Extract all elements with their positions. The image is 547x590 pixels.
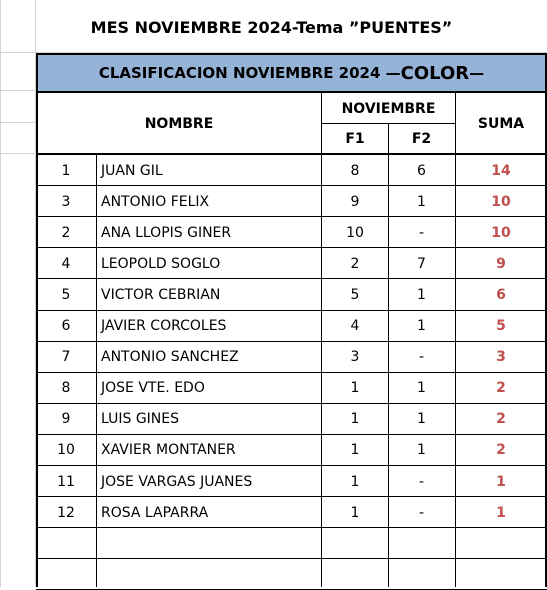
cell-f2: -	[418, 224, 425, 241]
cell-f1: 9	[350, 193, 360, 210]
cell-f2: 1	[417, 411, 426, 428]
cell-position: 12	[57, 504, 75, 521]
column-border	[321, 155, 322, 587]
cell-f1	[322, 528, 388, 559]
cell-suma: 1	[496, 473, 506, 490]
cell-suma: 6	[496, 286, 506, 303]
cell-name: XAVIER MONTANER	[101, 442, 236, 459]
cell-position: 10	[57, 442, 75, 459]
cell-name: JAVIER CORCOLES	[101, 318, 227, 335]
cell-position: 2	[61, 224, 71, 241]
border	[36, 93, 38, 154]
cell-suma: 14	[491, 162, 511, 179]
cell-name: VICTOR CEBRIAN	[101, 286, 221, 303]
cell-f1: 1	[350, 411, 360, 428]
header-suma: SUMA	[477, 115, 525, 132]
gutter-gridline	[0, 153, 36, 154]
cell-position	[36, 528, 96, 559]
cell-suma: 3	[496, 349, 506, 366]
cell-f2: 7	[417, 255, 426, 272]
cell-suma: 2	[496, 380, 506, 397]
cell-f1: 3	[350, 349, 360, 366]
cell-f1: 8	[350, 162, 360, 179]
banner-suffix: —	[469, 64, 485, 82]
banner-title	[38, 55, 545, 91]
border	[388, 124, 389, 154]
cell-position: 7	[61, 349, 71, 366]
banner-prefix: CLASIFICACION NOVIEMBRE 2024 —	[98, 64, 401, 82]
cell-position: 9	[61, 411, 71, 428]
month-title: MES NOVIEMBRE 2024-Tema ”PUENTES”	[90, 17, 453, 37]
cell-f1: 1	[350, 380, 360, 397]
cell-f1: 1	[350, 504, 360, 521]
column-border	[96, 155, 97, 587]
cell-f2: 1	[417, 380, 426, 397]
cell-suma: 2	[496, 411, 506, 428]
header-noviembre: NOVIEMBRE	[341, 100, 436, 117]
cell-position: 5	[61, 286, 71, 303]
cell-suma: 10	[491, 224, 511, 241]
header-f1: F1	[345, 131, 365, 147]
cell-f2: -	[418, 473, 425, 490]
cell-name: JOSE VARGAS JUANES	[101, 473, 253, 490]
cell-position	[36, 559, 96, 590]
cell-position: 8	[61, 380, 71, 397]
cell-suma	[455, 528, 547, 559]
border	[322, 123, 455, 124]
cell-suma: 5	[496, 318, 506, 335]
column-border	[36, 155, 38, 587]
cell-f2: 1	[417, 442, 426, 459]
header-f2: F2	[411, 131, 432, 147]
cell-f2: -	[418, 504, 425, 521]
gutter-gridline	[0, 52, 36, 53]
cell-name	[96, 528, 322, 559]
cell-suma: 9	[496, 255, 506, 272]
cell-name: JOSE VTE. EDO	[101, 380, 205, 397]
cell-name: ANTONIO FELIX	[101, 193, 210, 210]
cell-f1: 2	[350, 255, 360, 272]
cell-position: 11	[57, 473, 75, 490]
banner-category: COLOR	[400, 62, 470, 84]
border	[455, 93, 456, 154]
cell-f2: 1	[417, 286, 426, 303]
cell-f2: 6	[417, 162, 426, 179]
cell-name	[96, 559, 322, 590]
cell-name: LEOPOLD SOGLO	[101, 255, 221, 272]
gutter-gridline	[0, 122, 36, 123]
cell-name: ROSA LAPARRA	[101, 504, 209, 521]
cell-f1: 1	[350, 442, 360, 459]
cell-suma: 2	[496, 442, 506, 459]
cell-name: ANA LLOPIS GINER	[101, 224, 232, 241]
cell-suma: 1	[496, 504, 506, 521]
cell-f1: 1	[350, 473, 360, 490]
cell-f2: 1	[417, 318, 426, 335]
cell-name: ANTONIO SANCHEZ	[101, 349, 239, 366]
gutter-gridline	[0, 90, 36, 91]
column-border	[455, 155, 456, 587]
cell-position: 3	[61, 193, 71, 210]
cell-name: LUIS GINES	[101, 411, 179, 428]
cell-position: 4	[61, 255, 71, 272]
cell-f2	[388, 559, 455, 590]
cell-position: 6	[61, 318, 71, 335]
cell-suma	[455, 559, 547, 590]
cell-f1: 10	[346, 224, 364, 241]
cell-name: JUAN GIL	[101, 162, 163, 179]
cell-f1: 5	[350, 286, 360, 303]
cell-suma: 10	[491, 193, 511, 210]
cell-f2: -	[418, 349, 425, 366]
cell-f2: 1	[417, 193, 426, 210]
gutter-gridline	[0, 0, 1, 587]
header-nombre: NOMBRE	[144, 115, 214, 132]
cell-f1: 4	[350, 318, 360, 335]
cell-f2	[388, 528, 455, 559]
column-border	[388, 155, 389, 587]
cell-position: 1	[61, 162, 71, 179]
cell-f1	[322, 559, 388, 590]
